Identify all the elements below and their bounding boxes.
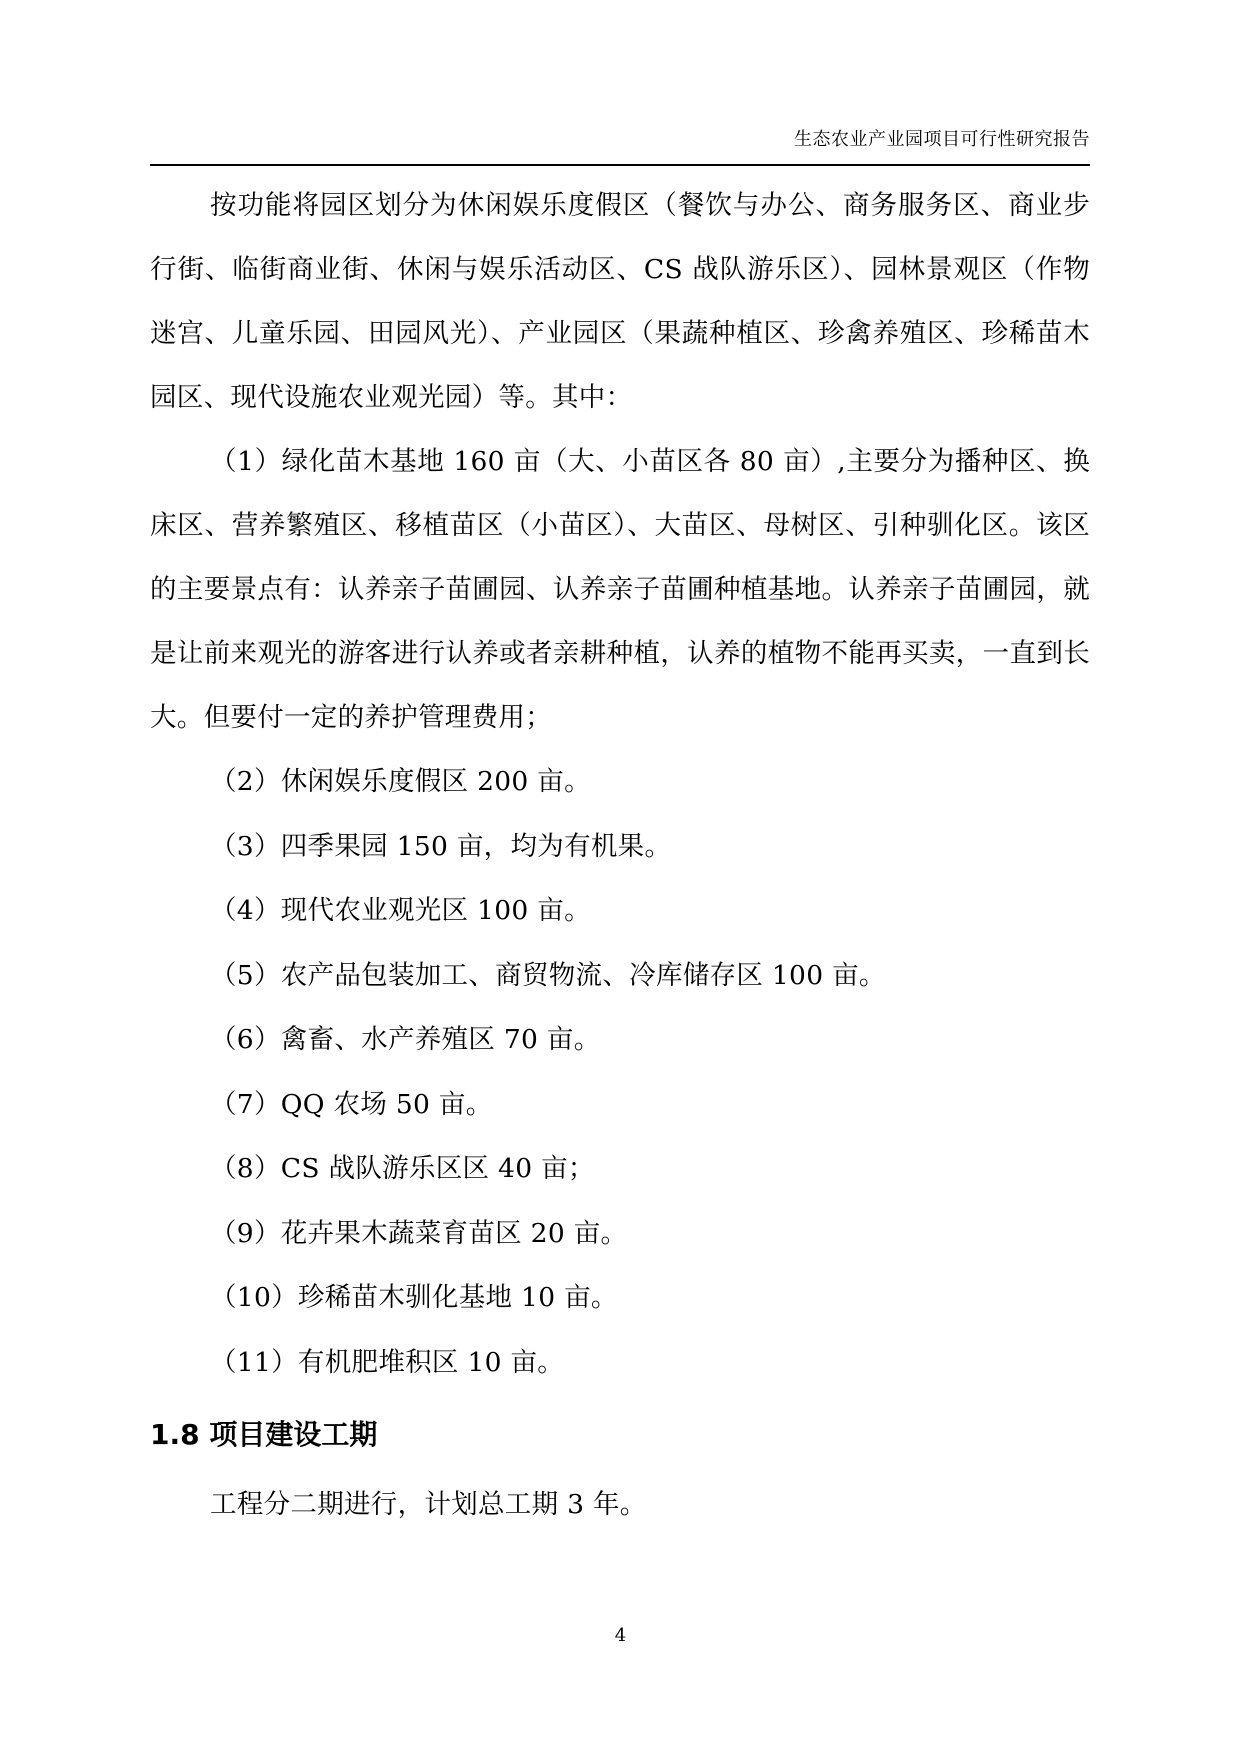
list-item-5: （5）农产品包装加工、商贸物流、冷库储存区 100 亩。 <box>210 959 886 991</box>
intro-paragraph: 按功能将园区划分为休闲娱乐度假区（餐饮与办公、商务服务区、商业步行街、临街商业街、休闲与娱乐活动区、CS 战队游乐区）、园林景观区（作物迷宫、儿童乐园、田园风光）、产业园区（果蔬种植区、珍禽养殖区、珍稀苗木园区、现代设施农业观光园）等。其中： <box>150 190 1090 413</box>
section-paragraph: 工程分二期进行，计划总工期 3 年。 <box>210 1489 647 1520</box>
list-item-4: （4）现代农业观光区 100 亩。 <box>210 895 591 926</box>
header-divider <box>150 164 1090 166</box>
list-item-2: （2）休闲娱乐度假区 200 亩。 <box>210 766 591 797</box>
document-body <box>150 174 1090 1537</box>
list-item-8: （8）CS 战队游乐区区 40 亩； <box>210 1153 595 1184</box>
list-item-3: （3）四季果园 150 亩，均为有机果。 <box>210 830 672 862</box>
list-item-7: （7）QQ 农场 50 亩。 <box>210 1088 493 1120</box>
list-item-10: （10）珍稀苗木驯化基地 10 亩。 <box>210 1282 618 1313</box>
item-1-paragraph: （1）绿化苗木基地 160 亩（大、小苗区各 80 亩）,主要分为播种区、换床区、营养繁殖区、移植苗区（小苗区）、大苗区、母树区、引种驯化区。该区的主要景点有：认养亲子苗圃园、认养亲子苗圃种植基地。认养亲子苗圃园，就是让前来观光的游客进行认养或者亲耕种植，认养的植物不能再买卖，一直到长大。但要付一定的养护管理费用； <box>150 446 1090 733</box>
page-number: 4 <box>614 1625 627 1646</box>
list-item-9: （9）花卉果木蔬菜育苗区 20 亩。 <box>210 1217 628 1249</box>
list-item-6: （6）禽畜、水产养殖区 70 亩。 <box>210 1024 601 1055</box>
list-item-11: （11）有机肥堆积区 10 亩。 <box>210 1346 565 1378</box>
page-header: 生态农业产业园项目可行性研究报告 <box>794 129 1090 150</box>
section-heading: 1.8 项目建设工期 <box>150 1418 378 1451</box>
